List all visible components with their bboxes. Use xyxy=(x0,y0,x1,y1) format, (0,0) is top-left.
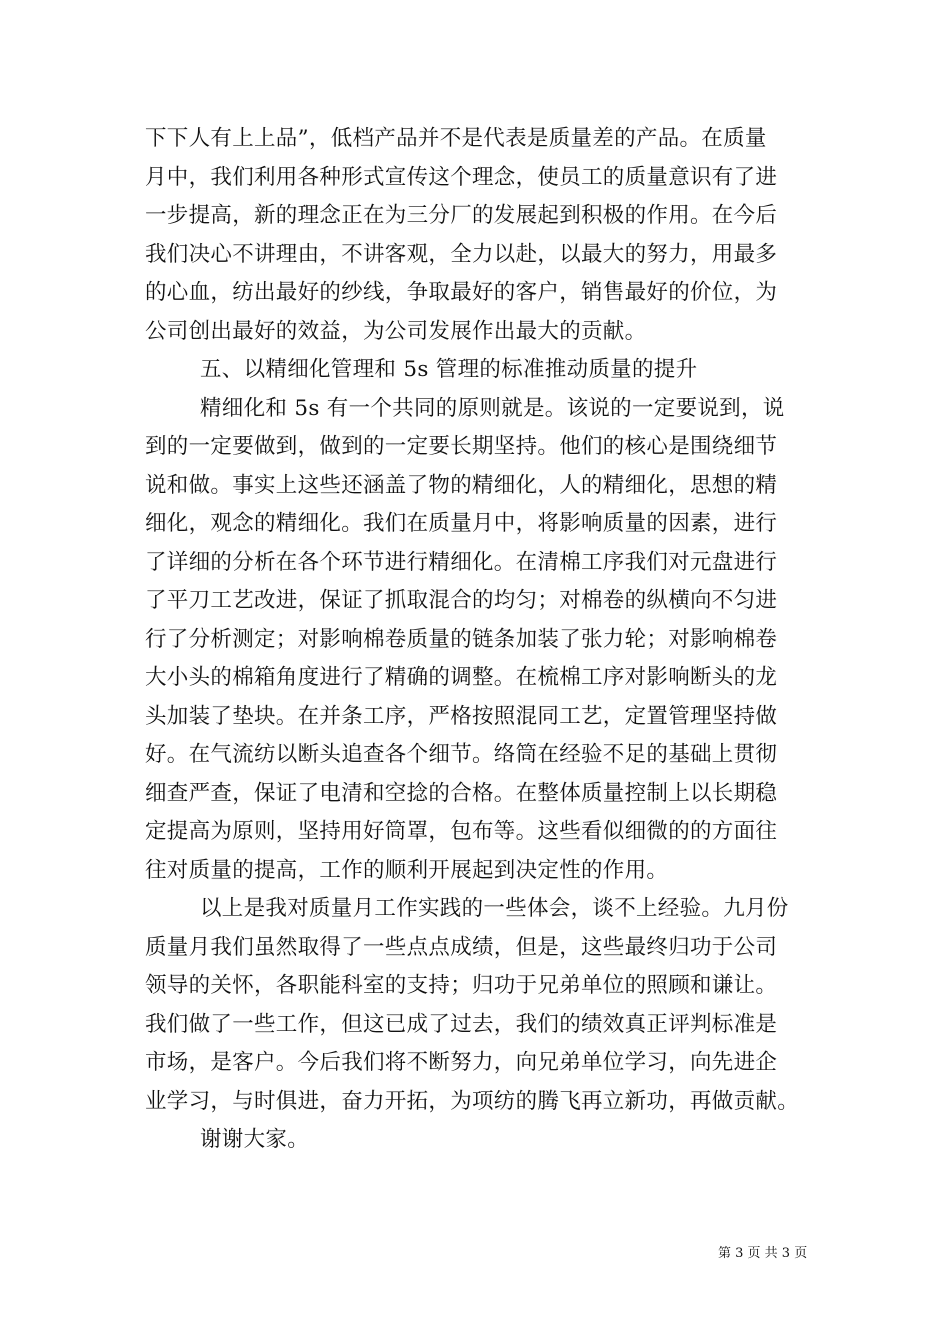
paragraph-line: 往对质量的提高，工作的顺利开展起到决定性的作用。 xyxy=(145,858,669,883)
paragraph-line: 以上是我对质量月工作实践的一些体会，谈不上经验。九月份 xyxy=(200,896,789,921)
paragraph-line: 到的一定要做到，做到的一定要长期坚持。他们的核心是围绕细节 xyxy=(145,434,778,459)
paragraph-line: 精细化和 5s 有一个共同的原则就是。该说的一定要说到，说 xyxy=(200,396,785,421)
paragraph-line: 月中，我们利用各种形式宣传这个理念，使员工的质量意识有了进 xyxy=(145,165,778,190)
section-heading: 五、以精细化管理和 5s 管理的标准推动质量的提升 xyxy=(200,357,698,382)
paragraph-line: 细化，观念的精细化。我们在质量月中，将影响质量的因素，进行 xyxy=(145,511,778,536)
paragraph-line: 业学习，与时俱进，奋力开拓，为项纺的腾飞再立新功，再做贡献。 xyxy=(145,1089,800,1114)
paragraph-line: 下下人有上上品”，低档产品并不是代表是质量差的产品。在质量 xyxy=(145,126,767,151)
closing-line: 谢谢大家。 xyxy=(200,1127,310,1152)
paragraph-line: 市场，是客户。今后我们将不断努力，向兄弟单位学习，向先进企 xyxy=(145,1050,778,1075)
paragraph-line: 了详细的分析在各个环节进行精细化。在清棉工序我们对元盘进行 xyxy=(145,550,778,575)
page-number-footer: 第 3 页 共 3 页 xyxy=(718,1246,808,1261)
paragraph-line: 的心血，纺出最好的纱线，争取最好的客户，销售最好的价位，为 xyxy=(145,280,778,305)
paragraph-line: 行了分析测定；对影响棉卷质量的链条加装了张力轮；对影响棉卷 xyxy=(145,627,778,652)
paragraph-line: 公司创出最好的效益，为公司发展作出最大的贡献。 xyxy=(145,319,647,344)
paragraph-line: 质量月我们虽然取得了一些点点成绩，但是，这些最终归功于公司 xyxy=(145,935,778,960)
paragraph-line: 一步提高，新的理念正在为三分厂的发展起到积极的作用。在今后 xyxy=(145,203,778,228)
paragraph-line: 说和做。事实上这些还涵盖了物的精细化，人的精细化，思想的精 xyxy=(145,473,778,498)
paragraph-line: 头加装了垫块。在并条工序，严格按照混同工艺，定置管理坚持做 xyxy=(145,704,778,729)
paragraph-line: 我们决心不讲理由，不讲客观，全力以赴，以最大的努力，用最多 xyxy=(145,242,778,267)
paragraph-line: 了平刀工艺改进，保证了抓取混合的均匀；对棉卷的纵横向不匀进 xyxy=(145,588,778,613)
paragraph-line: 领导的关怀，各职能科室的支持；归功于兄弟单位的照顾和谦让。 xyxy=(145,973,778,998)
paragraph-line: 定提高为原则，坚持用好筒罩，包布等。这些看似细微的的方面往 xyxy=(145,819,778,844)
paragraph-line: 细查严查，保证了电清和空捻的合格。在整体质量控制上以长期稳 xyxy=(145,781,778,806)
paragraph-line: 我们做了一些工作，但这已成了过去，我们的绩效真正评判标准是 xyxy=(145,1012,778,1037)
paragraph-line: 大小头的棉箱角度进行了精确的调整。在梳棉工序对影响断头的龙 xyxy=(145,665,778,690)
paragraph-line: 好。在气流纺以断头追查各个细节。络筒在经验不足的基础上贯彻 xyxy=(145,742,778,767)
